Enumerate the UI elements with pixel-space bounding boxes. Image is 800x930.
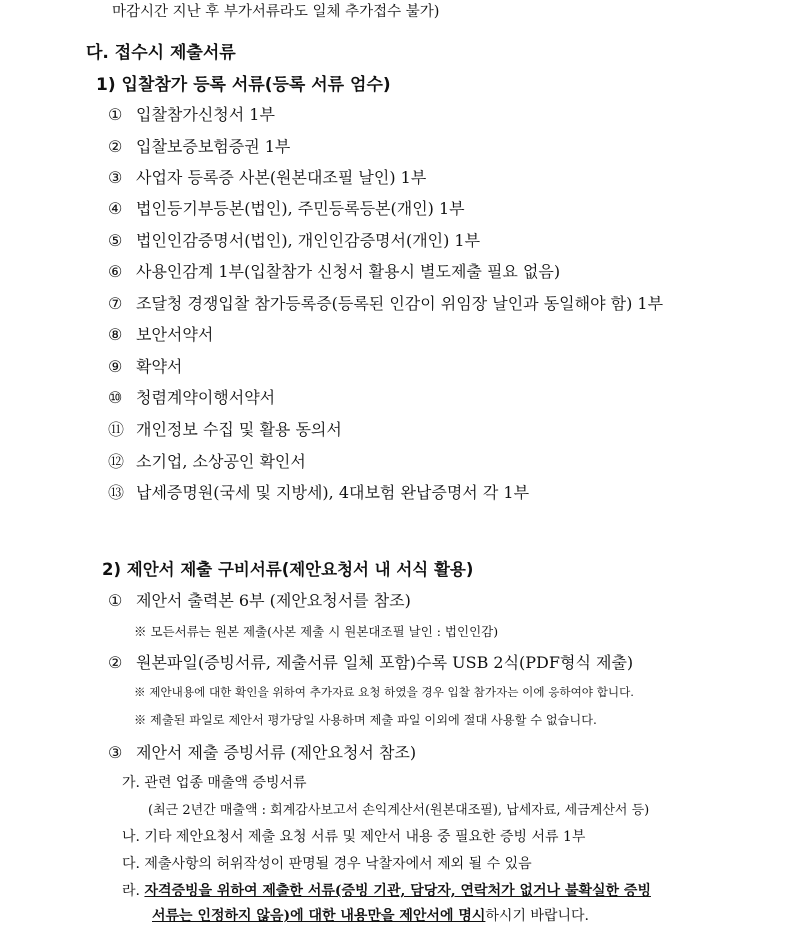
list-item: ③ 사업자 등록증 사본(원본대조필 날인) 1부	[108, 168, 427, 187]
list-item: ⑧ 보안서약서	[108, 325, 214, 344]
list-item: ⑫ 소기업, 소상공인 확인서	[108, 452, 306, 471]
list-item: ④ 법인등기부등본(법인), 주민등록등본(개인) 1부	[108, 199, 465, 218]
subsection-1-title: 1) 입찰참가 등록 서류(등록 서류 엄수)	[96, 75, 391, 95]
proposal-item-1: ① 제안서 출력본 6부 (제안요청서를 참조)	[108, 591, 411, 610]
section-title: 다. 접수시 제출서류	[86, 43, 236, 63]
list-item: ⑦ 조달청 경쟁입찰 참가등록증(등록된 인감이 위임장 날인과 동일해야 함) 1부	[108, 294, 664, 313]
proposal-item-3: ③ 제안서 제출 증빙서류 (제안요청서 참조)	[108, 743, 417, 762]
subsection-2-title: 2) 제안서 제출 구비서류(제안요청서 내 서식 활용)	[102, 560, 474, 579]
list-item: ⑬ 납세증명원(국세 및 지방세), 4대보험 완납증명서 각 1부	[108, 483, 530, 502]
ra-emphasis-2: 서류는 인정하지 않음)에 대한 내용만을 제안서에 명시	[152, 908, 486, 924]
sub-item-da: 다. 제출사항의 허위작성이 판명될 경우 낙찰자에서 제외 될 수 있음	[122, 856, 532, 872]
list-item: ② 입찰보증보험증권 1부	[108, 137, 291, 156]
sub-item-ga: 가. 관련 업종 매출액 증빙서류	[122, 775, 307, 791]
list-item: ⑥ 사용인감계 1부(입찰참가 신청서 활용시 별도제출 필요 없음)	[108, 262, 561, 281]
sub-item-ga-detail: (최근 2년간 매출액 : 회계감사보고서 손익계산서(원본대조필), 납세자료, 세금계산서 등)	[148, 803, 650, 818]
note-additional-materials: ※ 제안내용에 대한 확인을 위하여 추가자료 요청 하였을 경우 입찰 참가자는 이에 응하여야 합니다.	[134, 685, 634, 699]
note-file-usage: ※ 제출된 파일로 제안서 평가당일 사용하며 제출 파일 이외에 절대 사용할 수 없습니다.	[134, 713, 597, 727]
sub-item-ra: 라. 자격증빙을 위하여 제출한 서류(증빙 기관, 담당자, 연락처가 없거나 불확실한 증빙	[122, 883, 651, 899]
note-original-documents: ※ 모든서류는 원본 제출(사본 제출 시 원본대조필 날인 : 법인인감)	[134, 624, 499, 639]
list-item: ⑩ 청렴계약이행서약서	[108, 388, 276, 407]
sub-item-ra-line2: 서류는 인정하지 않음)에 대한 내용만을 제안서에 명시하시기 바랍니다.	[152, 908, 589, 924]
sub-item-na: 나. 기타 제안요청서 제출 요청 서류 및 제안서 내용 중 필요한 증빙 서류 1부	[122, 829, 586, 845]
previous-page-continuation: 마감시간 지난 후 부가서류라도 일체 추가접수 불가)	[112, 4, 440, 20]
list-item: ① 입찰참가신청서 1부	[108, 105, 275, 124]
list-item: ⑤ 법인인감증명서(법인), 개인인감증명서(개인) 1부	[108, 231, 481, 250]
list-item: ⑨ 확약서	[108, 357, 183, 376]
ra-emphasis-1: 자격증빙을 위하여 제출한 서류(증빙 기관, 담당자, 연락처가 없거나 불확실한 증빙	[144, 883, 651, 899]
proposal-item-2: ② 원본파일(증빙서류, 제출서류 일체 포함)수록 USB 2식(PDF형식 제출)	[108, 653, 634, 672]
list-item: ⑪ 개인정보 수집 및 활용 동의서	[108, 420, 342, 439]
